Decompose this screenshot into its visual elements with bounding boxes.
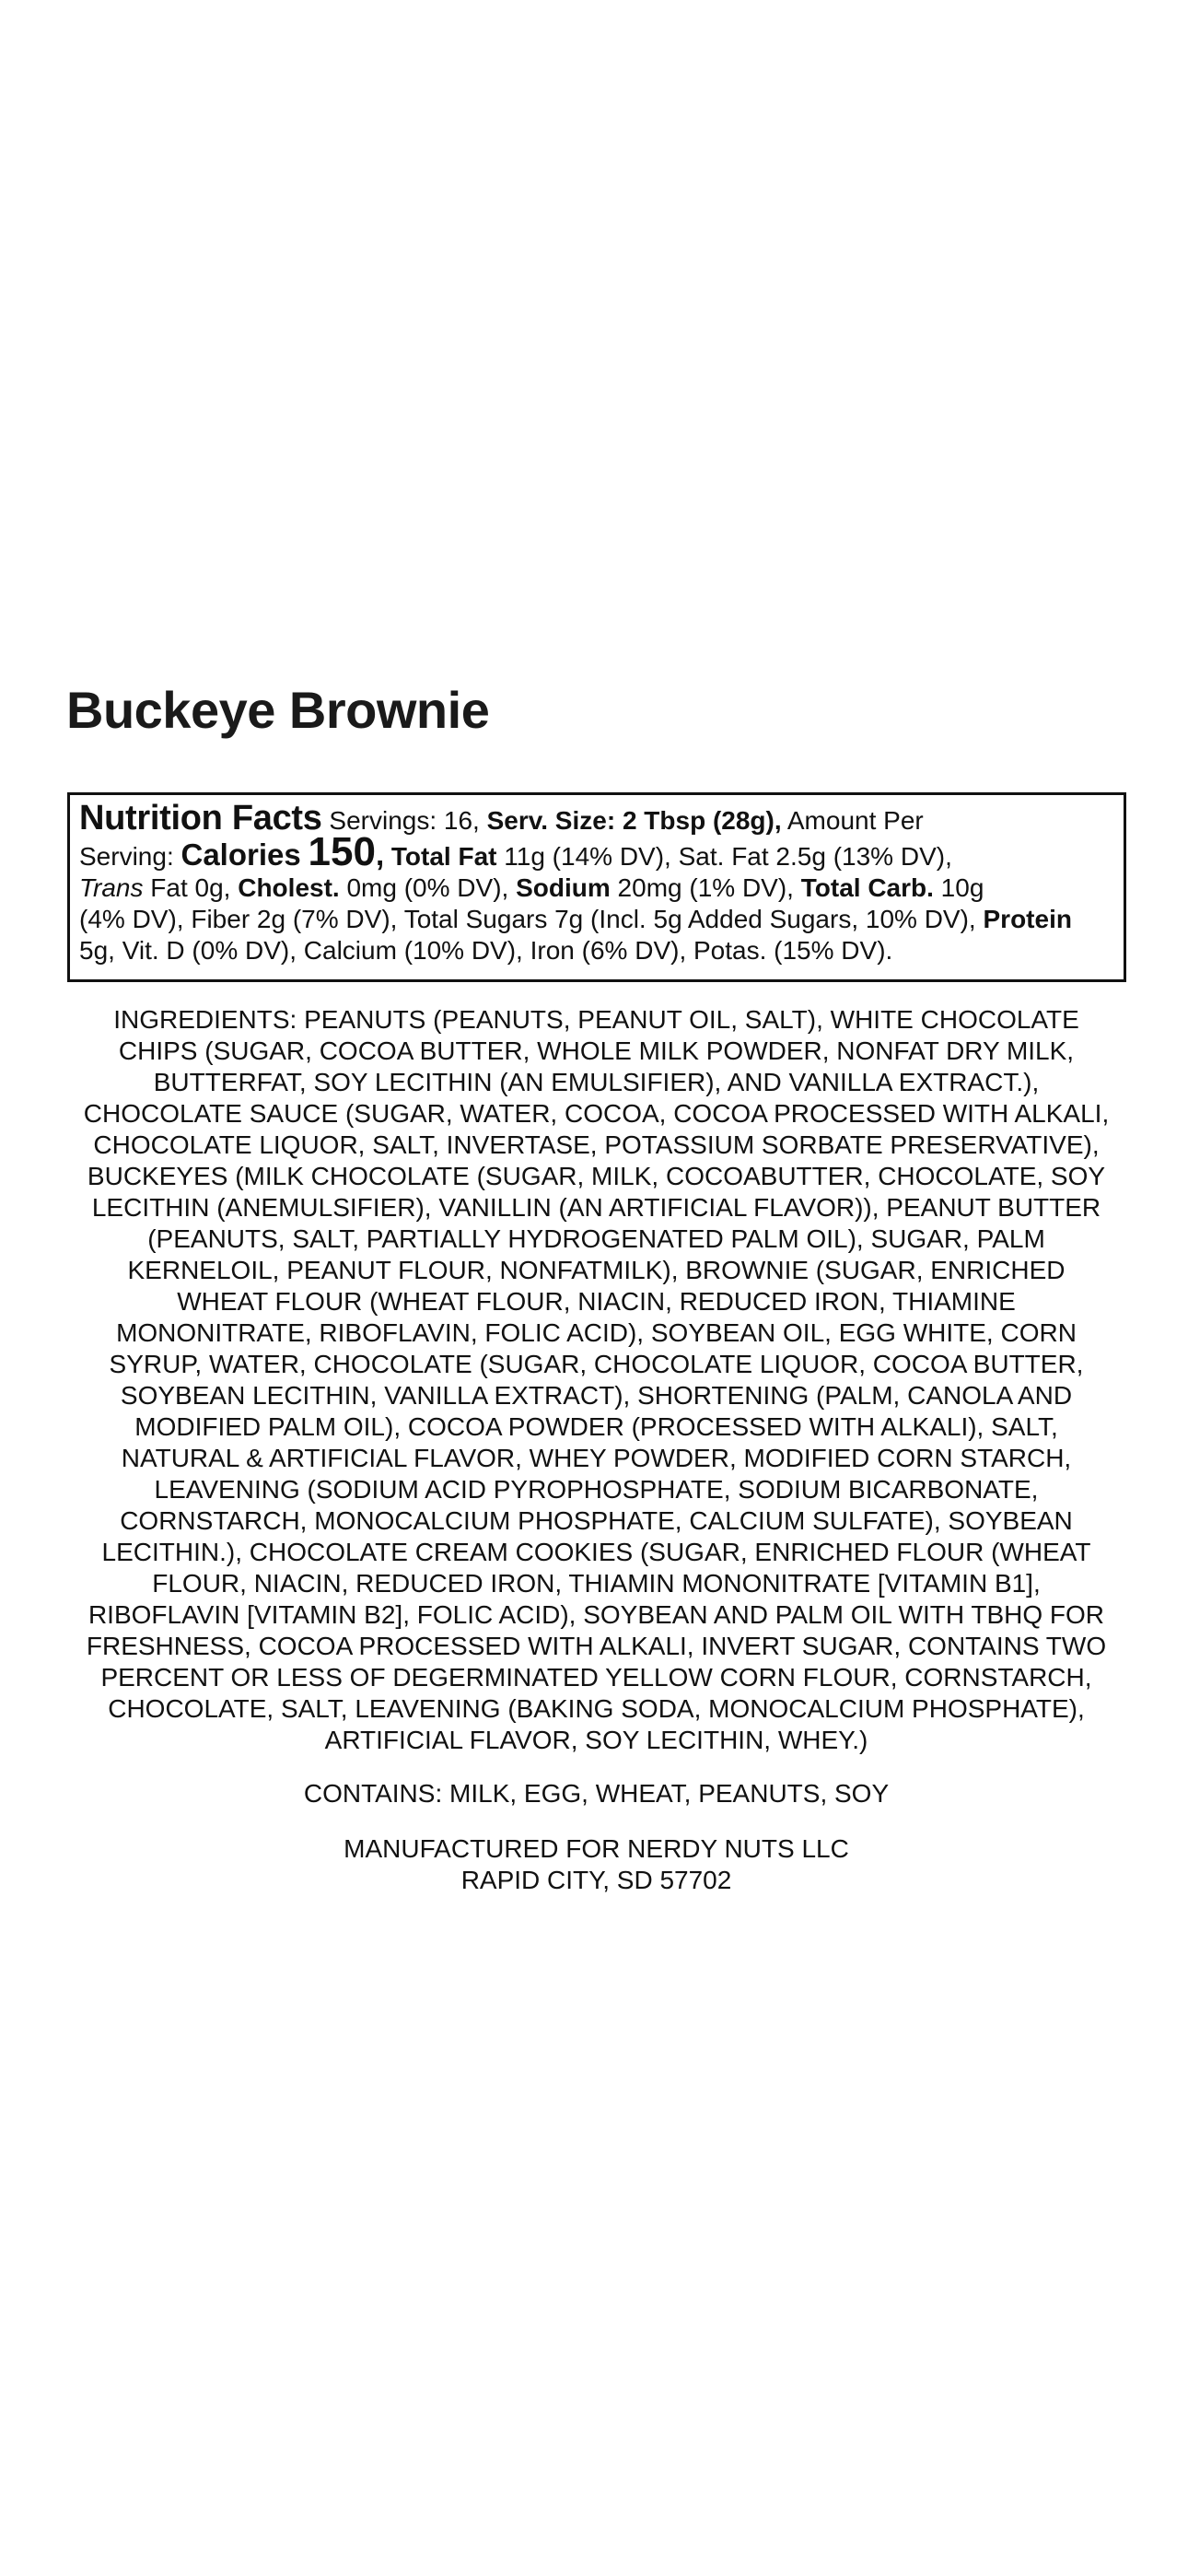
ingredients-line: (PEANUTS, SALT, PARTIALLY HYDROGENATED PALM OIL), SUGAR, PALM	[147, 1224, 1045, 1253]
total-fat-value: 11g (14% DV), Sat. Fat 2.5g (13% DV),	[504, 842, 952, 871]
allergen-statement: CONTAINS: MILK, EGG, WHEAT, PEANUTS, SOY	[303, 1779, 890, 1808]
ingredients-line: CHOCOLATE, SALT, LEAVENING (BAKING SODA, MONOCALCIUM PHOSPHATE),	[108, 1694, 1085, 1723]
ingredients-line: MONONITRATE, RIBOFLAVIN, FOLIC ACID), SOYBEAN OIL, EGG WHITE, CORN	[116, 1318, 1077, 1347]
ingredients-line: CHOCOLATE LIQUOR, SALT, INVERTASE, POTASSIUM SORBATE PRESERVATIVE),	[93, 1130, 1100, 1159]
ingredients-line: RIBOFLAVIN [VITAMIN B2], FOLIC ACID), SOYBEAN AND PALM OIL WITH TBHQ FOR	[87, 1600, 1105, 1629]
ingredients-line: CHOCOLATE SAUCE (SUGAR, WATER, COCOA, COCOA PROCESSED WITH ALKALI,	[83, 1099, 1110, 1128]
ingredients-line: WHEAT FLOUR (WHEAT FLOUR, NIACIN, REDUCED IRON, THIAMINE	[177, 1287, 1016, 1316]
ingredients-section	[55, 1004, 1137, 1896]
calories-label: Calories	[181, 837, 301, 872]
ingredients-line: NATURAL & ARTIFICIAL FLAVOR, WHEY POWDER, MODIFIED CORN STARCH,	[121, 1444, 1072, 1472]
cholesterol-value: 0mg (0% DV),	[346, 873, 509, 902]
ingredients-line: ARTIFICIAL FLAVOR, SOY LECITHIN, WHEY.)	[324, 1726, 868, 1754]
ingredients-line: CHIPS (SUGAR, COCOA BUTTER, WHOLE MILK POWDER, NONFAT DRY MILK,	[118, 1036, 1075, 1065]
ingredients-line: CORNSTARCH, MONOCALCIUM PHOSPHATE, CALCIUM SULFATE), SOYBEAN	[120, 1506, 1073, 1535]
nutrition-line-1	[79, 799, 1114, 837]
manufacturer-address: RAPID CITY, SD 57702	[460, 1866, 732, 1894]
servings-text: Servings: 16,	[329, 806, 480, 835]
nutrition-facts-panel	[67, 792, 1126, 982]
ingredients-line: LEAVENING (SODIUM ACID PYROPHOSPHATE, SODIUM BICARBONATE,	[154, 1475, 1039, 1504]
total-carb-value: 10g	[940, 873, 984, 902]
ingredients-line: LECITHIN.), CHOCOLATE CREAM COOKIES (SUGAR, ENRICHED FLOUR (WHEAT	[101, 1538, 1091, 1566]
cholesterol-label: Cholest.	[238, 873, 340, 902]
ingredients-line: FLOUR, NIACIN, REDUCED IRON, THIAMIN MONONITRATE [VITAMIN B1],	[152, 1569, 1041, 1598]
product-title: Buckeye Brownie	[66, 681, 490, 739]
nutrition-line-2	[79, 829, 1114, 874]
total-carb-label: Total Carb.	[800, 873, 934, 902]
trans-fat-value: Fat 0g,	[150, 873, 231, 902]
nutrition-facts-heading: Nutrition Facts	[79, 799, 322, 837]
ingredients-line: SYRUP, WATER, CHOCOLATE (SUGAR, CHOCOLATE LIQUOR, COCOA BUTTER,	[109, 1350, 1084, 1378]
ingredients-line: KERNELOIL, PEANUT FLOUR, NONFATMILK), BROWNIE (SUGAR, ENRICHED	[127, 1256, 1066, 1284]
ingredients-line: PERCENT OR LESS OF DEGERMINATED YELLOW CORN FLOUR, CORNSTARCH,	[100, 1663, 1092, 1692]
ingredients-line: FRESHNESS, COCOA PROCESSED WITH ALKALI, INVERT SUGAR, CONTAINS TWO	[86, 1632, 1107, 1660]
nutrition-line-4	[79, 904, 1114, 935]
manufacturer-name: MANUFACTURED FOR NERDY NUTS LLC	[344, 1834, 849, 1863]
ingredients-line: BUCKEYES (MILK CHOCOLATE (SUGAR, MILK, COCOABUTTER, CHOCOLATE, SOY	[87, 1162, 1106, 1190]
ingredients-line: INGREDIENTS: PEANUTS (PEANUTS, PEANUT OIL, SALT), WHITE CHOCOLATE	[113, 1005, 1079, 1034]
calories-comma: ,	[375, 837, 385, 872]
amount-per-text: Amount Per	[786, 806, 924, 835]
nutrition-line-3	[79, 872, 1114, 904]
ingredients-line: MODIFIED PALM OIL), COCOA POWDER (PROCESSED WITH ALKALI), SALT,	[134, 1412, 1058, 1441]
ingredients-line: LECITHIN (ANEMULSIFIER), VANILLIN (AN ARTIFICIAL FLAVOR)), PEANUT BUTTER	[91, 1193, 1101, 1222]
nutrition-line-5	[79, 935, 1114, 966]
ingredients-line: BUTTERFAT, SOY LECITHIN (AN EMULSIFIER), AND VANILLA EXTRACT.),	[153, 1068, 1040, 1096]
sodium-label: Sodium	[516, 873, 611, 902]
ingredients-text	[55, 1004, 1137, 1756]
sodium-value: 20mg (1% DV),	[617, 873, 794, 902]
ingredients-line: SOYBEAN LECITHIN, VANILLA EXTRACT), SHORTENING (PALM, CANOLA AND	[120, 1381, 1073, 1410]
serving-size-text: Serv. Size: 2 Tbsp (28g),	[486, 806, 782, 835]
fiber-sugars-text: (4% DV), Fiber 2g (7% DV), Total Sugars 7g (Incl. 5g Added Sugars, 10% DV),	[79, 905, 976, 933]
protein-label: Protein	[983, 905, 1072, 933]
total-fat-label: Total Fat	[390, 842, 497, 871]
trans-label: Trans	[79, 873, 144, 902]
manufacturer-info	[55, 1833, 1137, 1896]
serving-label: Serving:	[79, 842, 174, 871]
vitamins-minerals-text: 5g, Vit. D (0% DV), Calcium (10% DV), Iron (6% DV), Potas. (15% DV).	[79, 936, 893, 965]
calories-value: 150	[308, 829, 376, 874]
